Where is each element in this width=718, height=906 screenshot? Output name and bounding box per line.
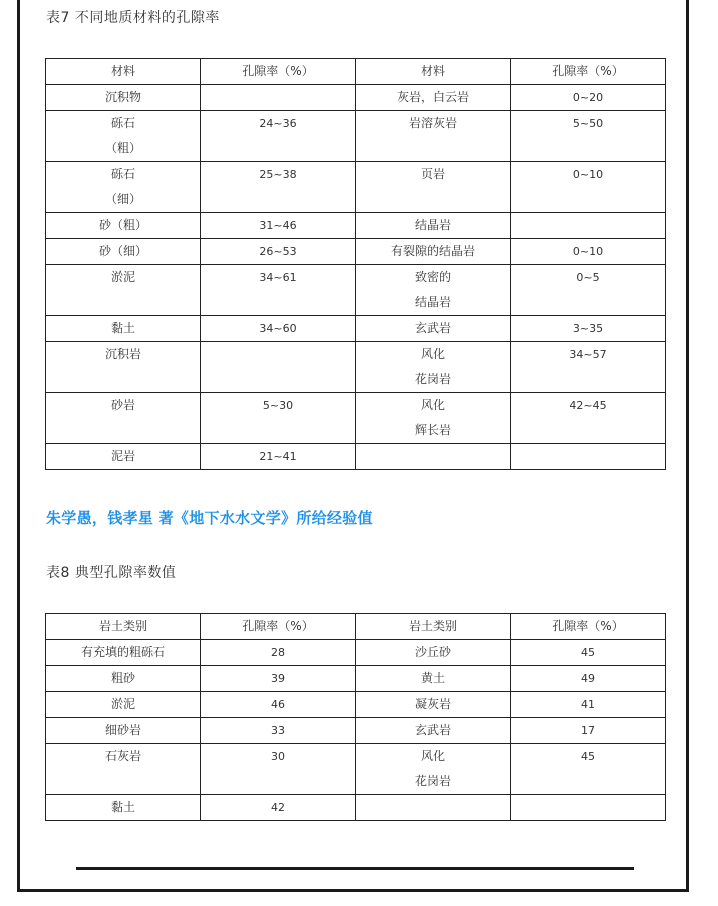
material-cell: 砂（粗） (46, 213, 201, 239)
table-row (46, 718, 666, 744)
material-cell: 岩溶灰岩 (356, 111, 511, 162)
material-cell: 黏土 (46, 795, 201, 821)
porosity-cell (511, 795, 666, 821)
porosity-cell (511, 444, 666, 470)
column-header: 孔隙率（%） (201, 614, 356, 640)
header-row (46, 614, 666, 640)
table-row (46, 111, 666, 162)
material-cell: 玄武岩 (356, 316, 511, 342)
porosity-cell: 0~20 (511, 85, 666, 111)
porosity-cell: 34~61 (201, 265, 356, 316)
porosity-cell: 5~50 (511, 111, 666, 162)
material-cell: 灰岩，白云岩 (356, 85, 511, 111)
column-header: 孔隙率（%） (511, 59, 666, 85)
material-cell (356, 795, 511, 821)
material-cell: 淤泥 (46, 265, 201, 316)
table-row (46, 666, 666, 692)
source-note: 朱学愚，钱孝星 著《地下水水文学》所给经验值 (46, 509, 373, 527)
material-cell: 风化 辉长岩 (356, 393, 511, 444)
material-cell: 泥岩 (46, 444, 201, 470)
material-cell: 沉积物 (46, 85, 201, 111)
material-cell: 砂岩 (46, 393, 201, 444)
porosity-cell: 30 (201, 744, 356, 795)
porosity-cell (511, 213, 666, 239)
table-row (46, 316, 666, 342)
porosity-cell: 45 (511, 640, 666, 666)
material-cell: 黏土 (46, 316, 201, 342)
column-header: 材料 (356, 59, 511, 85)
material-cell: 风化 花岗岩 (356, 342, 511, 393)
table-row (46, 444, 666, 470)
column-header: 孔隙率（%） (201, 59, 356, 85)
table-row (46, 342, 666, 393)
table7-caption: 表7 不同地质材料的孔隙率 (46, 10, 220, 26)
porosity-cell: 0~10 (511, 162, 666, 213)
material-cell: 粗砂 (46, 666, 201, 692)
material-cell: 淤泥 (46, 692, 201, 718)
porosity-cell: 39 (201, 666, 356, 692)
table-row (46, 692, 666, 718)
porosity-cell: 49 (511, 666, 666, 692)
table7 (45, 58, 666, 470)
porosity-cell: 45 (511, 744, 666, 795)
porosity-cell: 3~35 (511, 316, 666, 342)
material-cell: 砾石 （细） (46, 162, 201, 213)
porosity-cell: 5~30 (201, 393, 356, 444)
column-header: 孔隙率（%） (511, 614, 666, 640)
bottom-rule (76, 867, 634, 870)
table-row (46, 213, 666, 239)
material-cell: 凝灰岩 (356, 692, 511, 718)
material-cell: 细砂岩 (46, 718, 201, 744)
porosity-cell: 21~41 (201, 444, 356, 470)
porosity-cell: 25~38 (201, 162, 356, 213)
table-row (46, 795, 666, 821)
material-cell: 有裂隙的结晶岩 (356, 239, 511, 265)
table-row (46, 85, 666, 111)
material-cell: 沙丘砂 (356, 640, 511, 666)
material-cell: 致密的 结晶岩 (356, 265, 511, 316)
column-header: 材料 (46, 59, 201, 85)
porosity-cell: 17 (511, 718, 666, 744)
table-row (46, 393, 666, 444)
porosity-cell (201, 342, 356, 393)
table-row (46, 744, 666, 795)
porosity-cell: 42~45 (511, 393, 666, 444)
material-cell: 沉积岩 (46, 342, 201, 393)
table-row (46, 265, 666, 316)
table8-caption: 表8 典型孔隙率数值 (46, 565, 177, 581)
material-cell: 玄武岩 (356, 718, 511, 744)
material-cell: 砾石 （粗） (46, 111, 201, 162)
porosity-cell: 0~10 (511, 239, 666, 265)
table8 (45, 613, 666, 821)
header-row (46, 59, 666, 85)
porosity-cell: 46 (201, 692, 356, 718)
material-cell: 黄土 (356, 666, 511, 692)
material-cell: 有充填的粗砾石 (46, 640, 201, 666)
material-cell: 页岩 (356, 162, 511, 213)
porosity-cell: 26~53 (201, 239, 356, 265)
porosity-cell: 0~5 (511, 265, 666, 316)
porosity-cell: 34~57 (511, 342, 666, 393)
table-row (46, 239, 666, 265)
porosity-cell: 33 (201, 718, 356, 744)
material-cell: 砂（细） (46, 239, 201, 265)
material-cell: 石灰岩 (46, 744, 201, 795)
material-cell (356, 444, 511, 470)
table-row (46, 640, 666, 666)
material-cell: 结晶岩 (356, 213, 511, 239)
porosity-cell: 42 (201, 795, 356, 821)
porosity-cell: 31~46 (201, 213, 356, 239)
porosity-cell: 28 (201, 640, 356, 666)
porosity-cell: 34~60 (201, 316, 356, 342)
porosity-cell: 41 (511, 692, 666, 718)
material-cell: 风化 花岗岩 (356, 744, 511, 795)
porosity-cell (201, 85, 356, 111)
porosity-cell: 24~36 (201, 111, 356, 162)
column-header: 岩土类别 (356, 614, 511, 640)
column-header: 岩土类别 (46, 614, 201, 640)
table-row (46, 162, 666, 213)
